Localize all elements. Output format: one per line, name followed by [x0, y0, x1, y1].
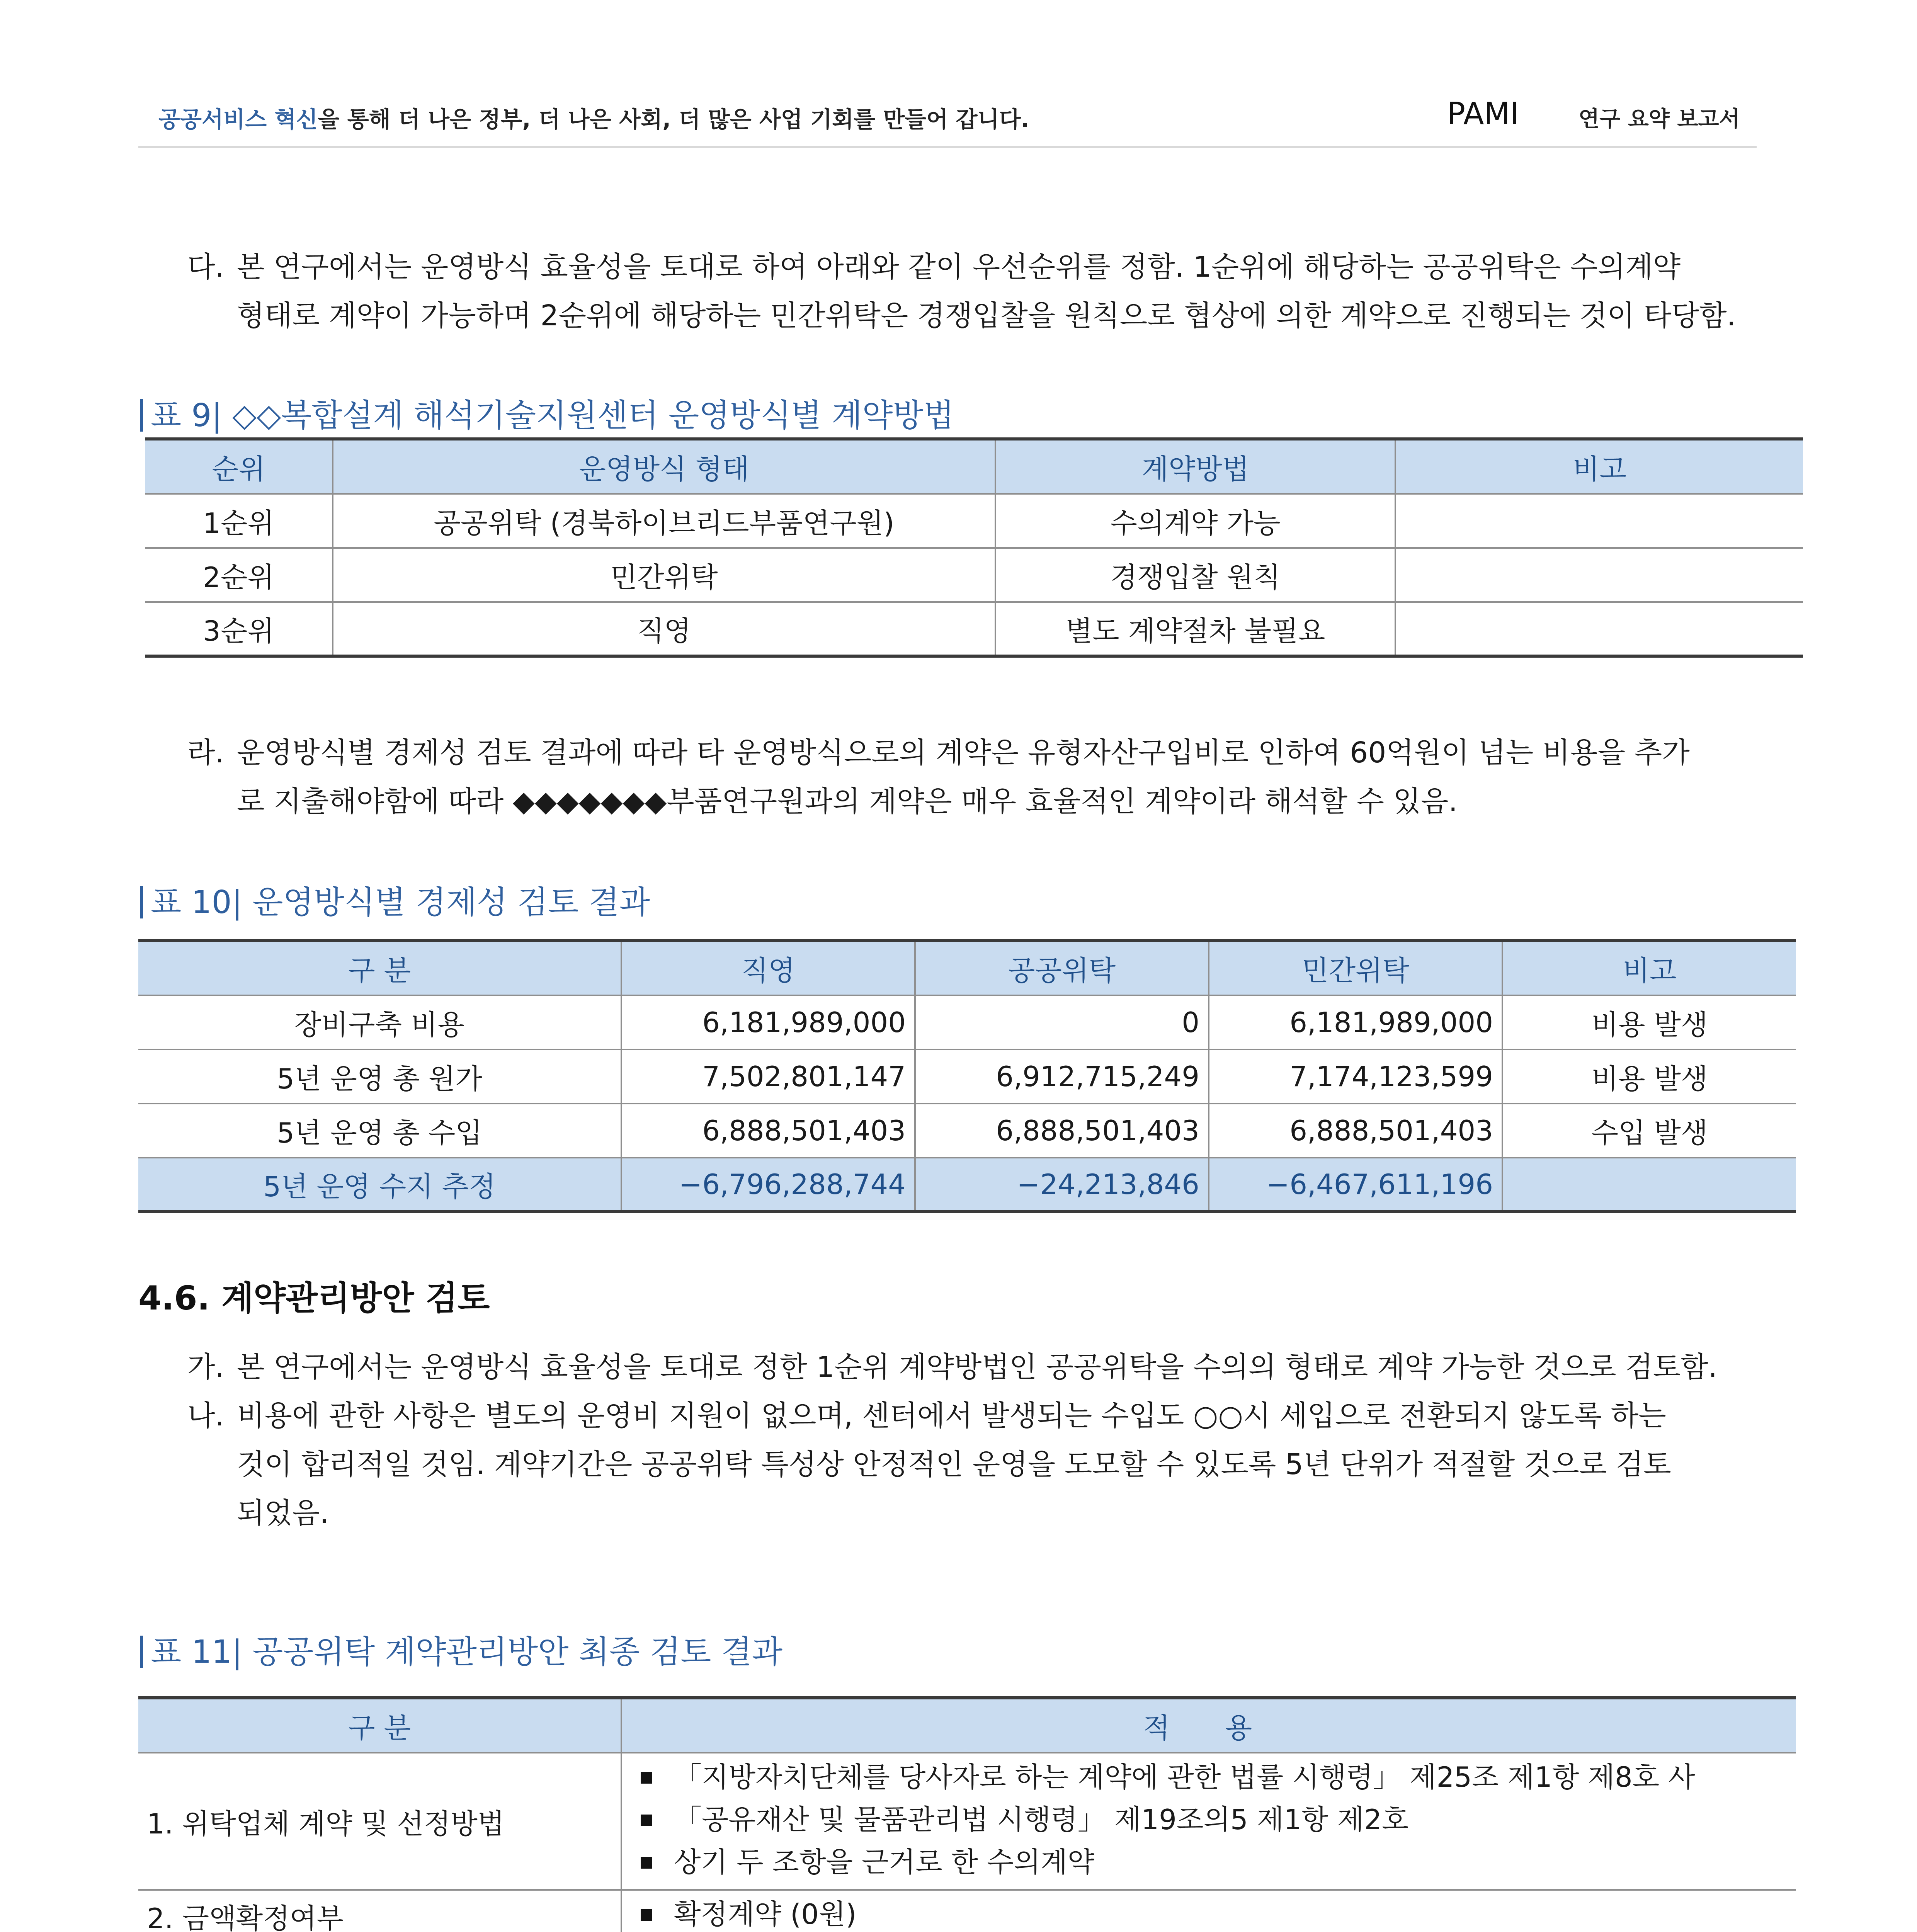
header-brand: PAMI [1447, 97, 1519, 131]
table9-cell: 3순위 [145, 602, 333, 656]
table9-header: 순위 [145, 439, 333, 494]
table-row [138, 1104, 1796, 1158]
table9-cell: 경쟁입찰 원칙 [995, 548, 1395, 602]
caption-bar [140, 399, 143, 432]
paragraph-label: 나. [187, 1399, 225, 1432]
table10-cell: 6,888,501,403 [621, 1104, 915, 1158]
header-slogan [158, 101, 1029, 134]
table10-header: 비고 [1502, 940, 1796, 995]
table10-summary-cell: 5년 운영 수지 추정 [138, 1158, 621, 1212]
table9-cell: 민간위탁 [333, 548, 995, 602]
paragraph-na [187, 1391, 1787, 1537]
table10-summary-cell: −24,213,846 [915, 1158, 1209, 1212]
caption-bar [140, 886, 143, 918]
paragraph-da [187, 243, 1787, 340]
table9 [145, 437, 1803, 658]
bullet-item: 「지방자치단체를 당사자로 하는 계약에 관한 법률 시행령」 제25조 제1항 제8호 사 [631, 1756, 1788, 1798]
table10-cell: 0 [915, 995, 1209, 1049]
table10-summary-cell: −6,796,288,744 [621, 1158, 915, 1212]
slogan-highlight: 공공서비스 혁신 [158, 106, 318, 133]
table10 [138, 939, 1796, 1213]
table-row [145, 548, 1803, 602]
table10-cell: 6,181,989,000 [1209, 995, 1502, 1049]
table11-header: 구 분 [138, 1698, 621, 1753]
table9-header: 비고 [1395, 439, 1803, 494]
paragraph-label: 가. [187, 1350, 225, 1384]
table10-cell: 6,181,989,000 [621, 995, 915, 1049]
table10-cell: 7,174,123,599 [1209, 1049, 1502, 1104]
bullet-item: 상기 두 조항을 근거로 한 수의계약 [631, 1841, 1788, 1883]
table9-cell [1395, 548, 1803, 602]
header-divider [138, 146, 1757, 148]
table9-cell: 별도 계약절차 불필요 [995, 602, 1395, 656]
table10-cell: 수입 발생 [1502, 1104, 1796, 1158]
table11-content-cell [621, 1890, 1796, 1932]
table10-header: 공공위탁 [915, 940, 1209, 995]
table10-summary-cell [1502, 1158, 1796, 1212]
paragraph-ra [187, 728, 1787, 826]
table11-label-cell: 1. 위탁업체 계약 및 선정방법 [138, 1753, 621, 1890]
table-row [145, 602, 1803, 656]
table10-caption: 표 10| 운영방식별 경제성 검토 결과 [140, 877, 650, 922]
paragraph-ga [187, 1343, 1787, 1391]
table11 [138, 1696, 1796, 1932]
paragraph-line: 형태로 계약이 가능하며 2순위에 해당하는 민간위탁은 경쟁입찰을 원칙으로 협상에 의한 계약으로 진행되는 것이 타당함. [237, 299, 1736, 332]
bullet-item: 확정계약 (0원) [631, 1893, 1788, 1932]
table11-caption: 표 11| 공공위탁 계약관리방안 최종 검토 결과 [140, 1627, 782, 1672]
table9-header: 계약방법 [995, 439, 1395, 494]
slogan-rest: 을 통해 더 나은 정부, 더 나은 사회, 더 많은 사업 기회를 만들어 갑니다. [318, 106, 1029, 133]
table10-cell: 6,912,715,249 [915, 1049, 1209, 1104]
paragraph-line: 비용에 관한 사항은 별도의 운영비 지원이 없으며, 센터에서 발생되는 수입도 ○○시 세입으로 전환되지 않도록 하는 [237, 1399, 1666, 1432]
section-heading: 4.6. 계약관리방안 검토 [138, 1279, 490, 1318]
table10-cell: 7,502,801,147 [621, 1049, 915, 1104]
paragraph-line: 로 지출해야함에 따라 ◆◆◆◆◆◆◆부품연구원과의 계약은 매우 효율적인 계약이라 해석할 수 있음. [237, 785, 1458, 818]
table11-content-cell [621, 1753, 1796, 1890]
table10-header: 민간위탁 [1209, 940, 1502, 995]
table11-header: 적 용 [621, 1698, 1796, 1753]
table9-cell: 2순위 [145, 548, 333, 602]
table9-cell: 수의계약 가능 [995, 494, 1395, 548]
table11-label-cell: 2. 금액확정여부 [138, 1890, 621, 1932]
header-report-type: 연구 요약 보고서 [1579, 107, 1740, 132]
table10-header: 구 분 [138, 940, 621, 995]
table10-cell: 비용 발생 [1502, 1049, 1796, 1104]
table9-caption: 표 9| ◇◇복합설계 해석기술지원센터 운영방식별 계약방법 [140, 390, 954, 435]
paragraph-line: 것이 합리적일 것임. 계약기간은 공공위탁 특성상 안정적인 운영을 도모할 수 있도록 5년 단위가 적절할 것으로 검토 [237, 1448, 1671, 1481]
table9-cell [1395, 494, 1803, 548]
paragraph-line: 되었음. [237, 1497, 329, 1530]
table9-header: 운영방식 형태 [333, 439, 995, 494]
paragraph-line: 본 연구에서는 운영방식 효율성을 토대로 정한 1순위 계약방법인 공공위탁을 수의의 형태로 계약 가능한 것으로 검토함. [237, 1350, 1718, 1384]
table10-cell: 5년 운영 총 원가 [138, 1049, 621, 1104]
bullet-item: 「공유재산 및 물품관리법 시행령」 제19조의5 제1항 제2호 [631, 1798, 1788, 1841]
table10-cell: 6,888,501,403 [915, 1104, 1209, 1158]
paragraph-label: 다. [187, 250, 225, 284]
table-row [138, 1049, 1796, 1104]
table10-cell: 6,888,501,403 [1209, 1104, 1502, 1158]
table9-cell [1395, 602, 1803, 656]
table10-cell: 5년 운영 총 수입 [138, 1104, 621, 1158]
table9-cell: 공공위탁 (경북하이브리드부품연구원) [333, 494, 995, 548]
table10-summary-cell: −6,467,611,196 [1209, 1158, 1502, 1212]
paragraph-label: 라. [187, 736, 225, 769]
paragraph-line: 운영방식별 경제성 검토 결과에 따라 타 운영방식으로의 계약은 유형자산구입비로 인하여 60억원이 넘는 비용을 추가 [237, 736, 1690, 769]
table-row [138, 1753, 1796, 1890]
table10-cell: 장비구축 비용 [138, 995, 621, 1049]
table-summary-row [138, 1158, 1796, 1212]
table10-cell: 비용 발생 [1502, 995, 1796, 1049]
table9-cell: 1순위 [145, 494, 333, 548]
table-row [138, 1890, 1796, 1932]
caption-bar [140, 1636, 143, 1668]
table9-cell: 직영 [333, 602, 995, 656]
table10-header: 직영 [621, 940, 915, 995]
table-row [138, 995, 1796, 1049]
paragraph-line: 본 연구에서는 운영방식 효율성을 토대로 하여 아래와 같이 우선순위를 정함. 1순위에 해당하는 공공위탁은 수의계약 [237, 250, 1681, 284]
table-row [145, 494, 1803, 548]
